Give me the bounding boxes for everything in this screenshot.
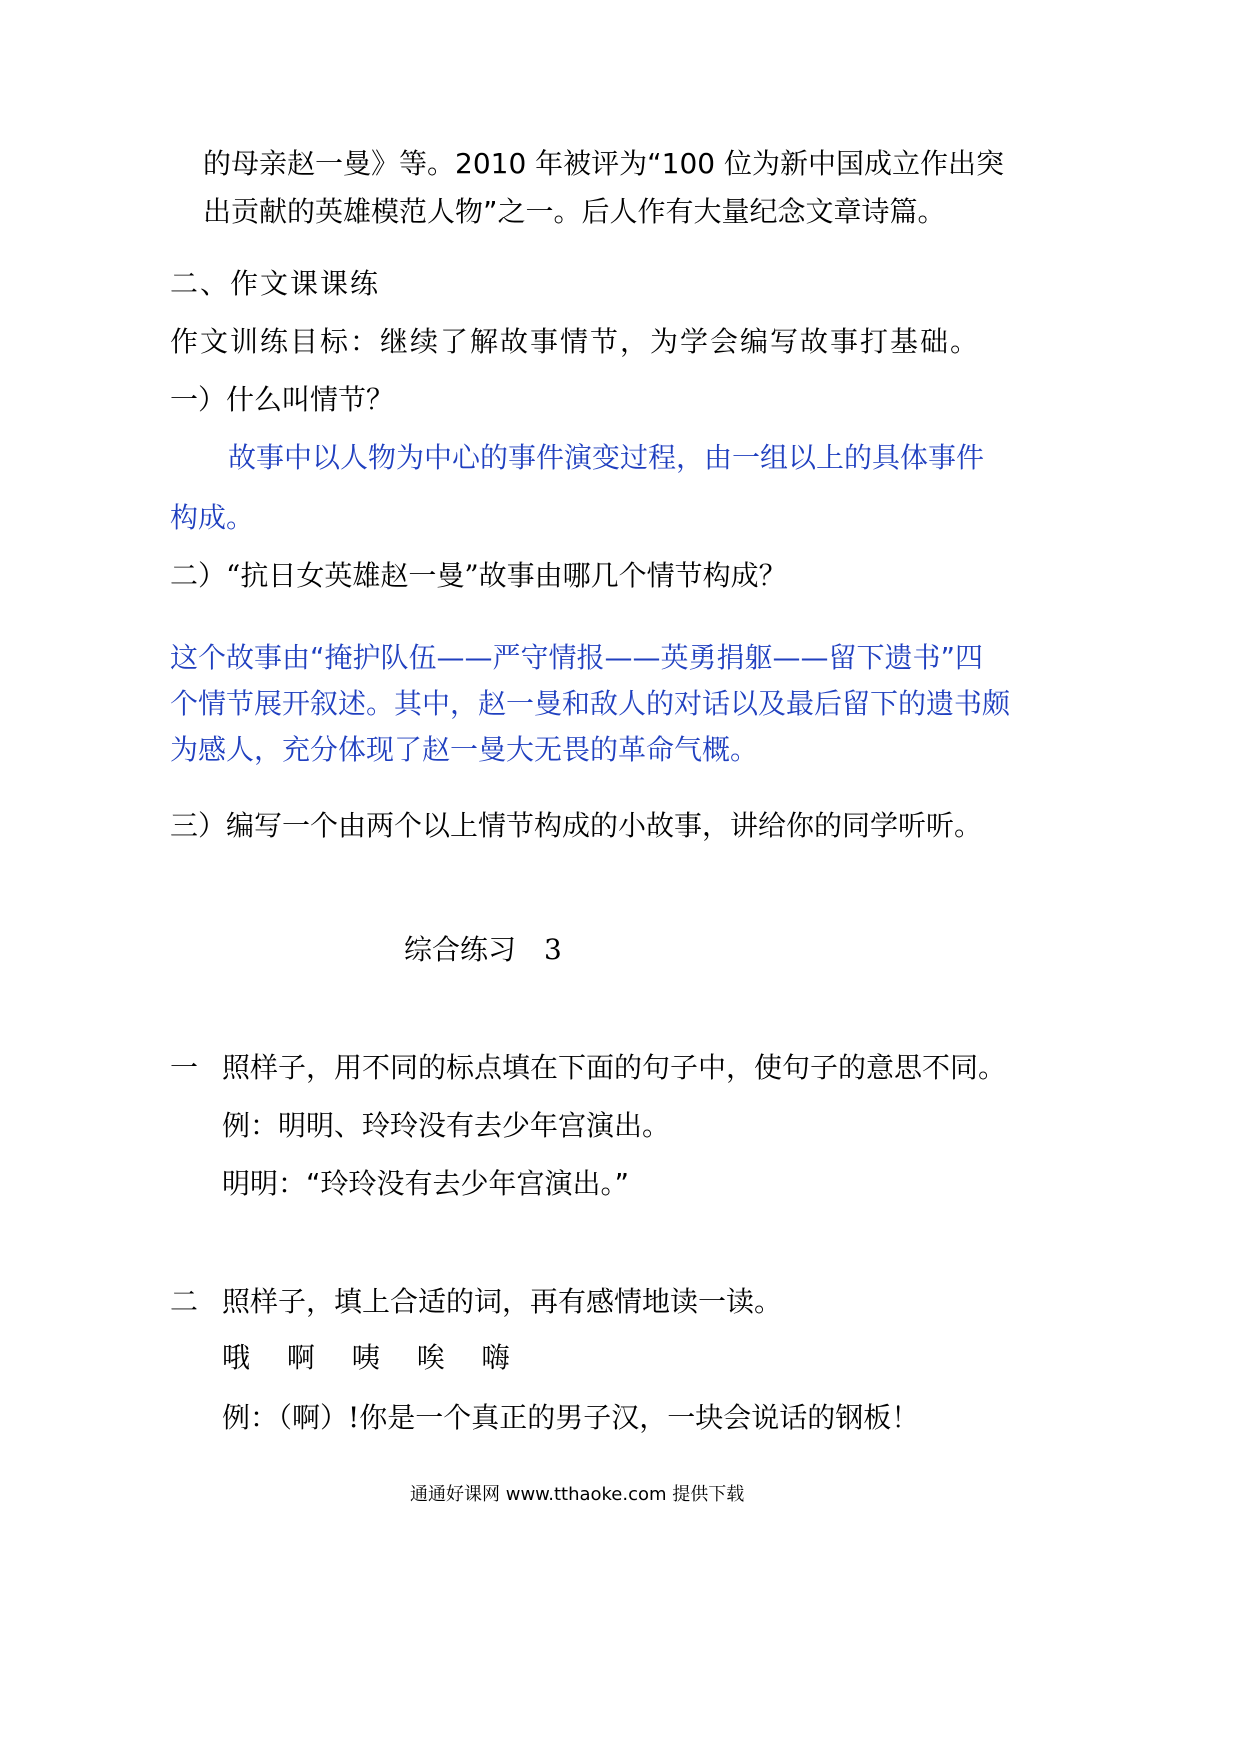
exercise-item-2-example: 例：（啊）!你是一个真正的男子汉，一块会说话的钢板！ (222, 1401, 920, 1434)
section-heading-composition: 二、作文课课练 (170, 267, 381, 300)
answer-2-line-1: 这个故事由“掩护队伍——严守情报——英勇捐躯——留下遗书”四 (170, 641, 984, 674)
intro-line-1: 的母亲赵一曼》等。2010 年被评为“100 位为新中国成立作出突 (203, 147, 1005, 180)
question-1: 一）什么叫情节？ (170, 383, 395, 416)
exercise-item-1-answer: 明明：“玲玲没有去少年宫演出。” (222, 1167, 630, 1200)
answer-1-line-2: 构成。 (170, 501, 255, 534)
exercise-item-2-number: 二 (170, 1285, 199, 1318)
composition-goal: 作文训练目标：继续了解故事情节，为学会编写故事打基础。 (170, 325, 981, 358)
page-footer: 通通好课网 www.tthaoke.com 提供下载 (410, 1484, 745, 1505)
intro-line-2: 出贡献的英雄模范人物”之一。后人作有大量纪念文章诗篇。 (203, 195, 946, 228)
exercise-item-1-example: 例：明明、玲玲没有去少年宫演出。 (222, 1109, 671, 1142)
answer-1-line-1: 故事中以人物为中心的事件演变过程，由一组以上的具体事件 (228, 441, 985, 474)
answer-2-line-2: 个情节展开叙述。其中，赵一曼和敌人的对话以及最后留下的遗书颇 (170, 687, 1011, 720)
exercise-item-1-instruction: 照样子，用不同的标点填在下面的句子中，使句子的意思不同。 (222, 1051, 1007, 1084)
answer-2-line-3: 为感人，充分体现了赵一曼大无畏的革命气概。 (170, 733, 759, 766)
exercise-item-2-instruction: 照样子，填上合适的词，再有感情地读一读。 (222, 1285, 783, 1318)
question-3: 三）编写一个由两个以上情节构成的小故事，讲给你的同学听听。 (170, 809, 983, 842)
question-2: 二）“抗日女英雄赵一曼”故事由哪几个情节构成？ (170, 559, 787, 592)
exercise-item-2-words: 哦 啊 咦 唉 嗨 (222, 1341, 510, 1374)
exercise-title: 综合练习 3 (404, 933, 562, 966)
exercise-item-1-number: 一 (170, 1051, 199, 1084)
